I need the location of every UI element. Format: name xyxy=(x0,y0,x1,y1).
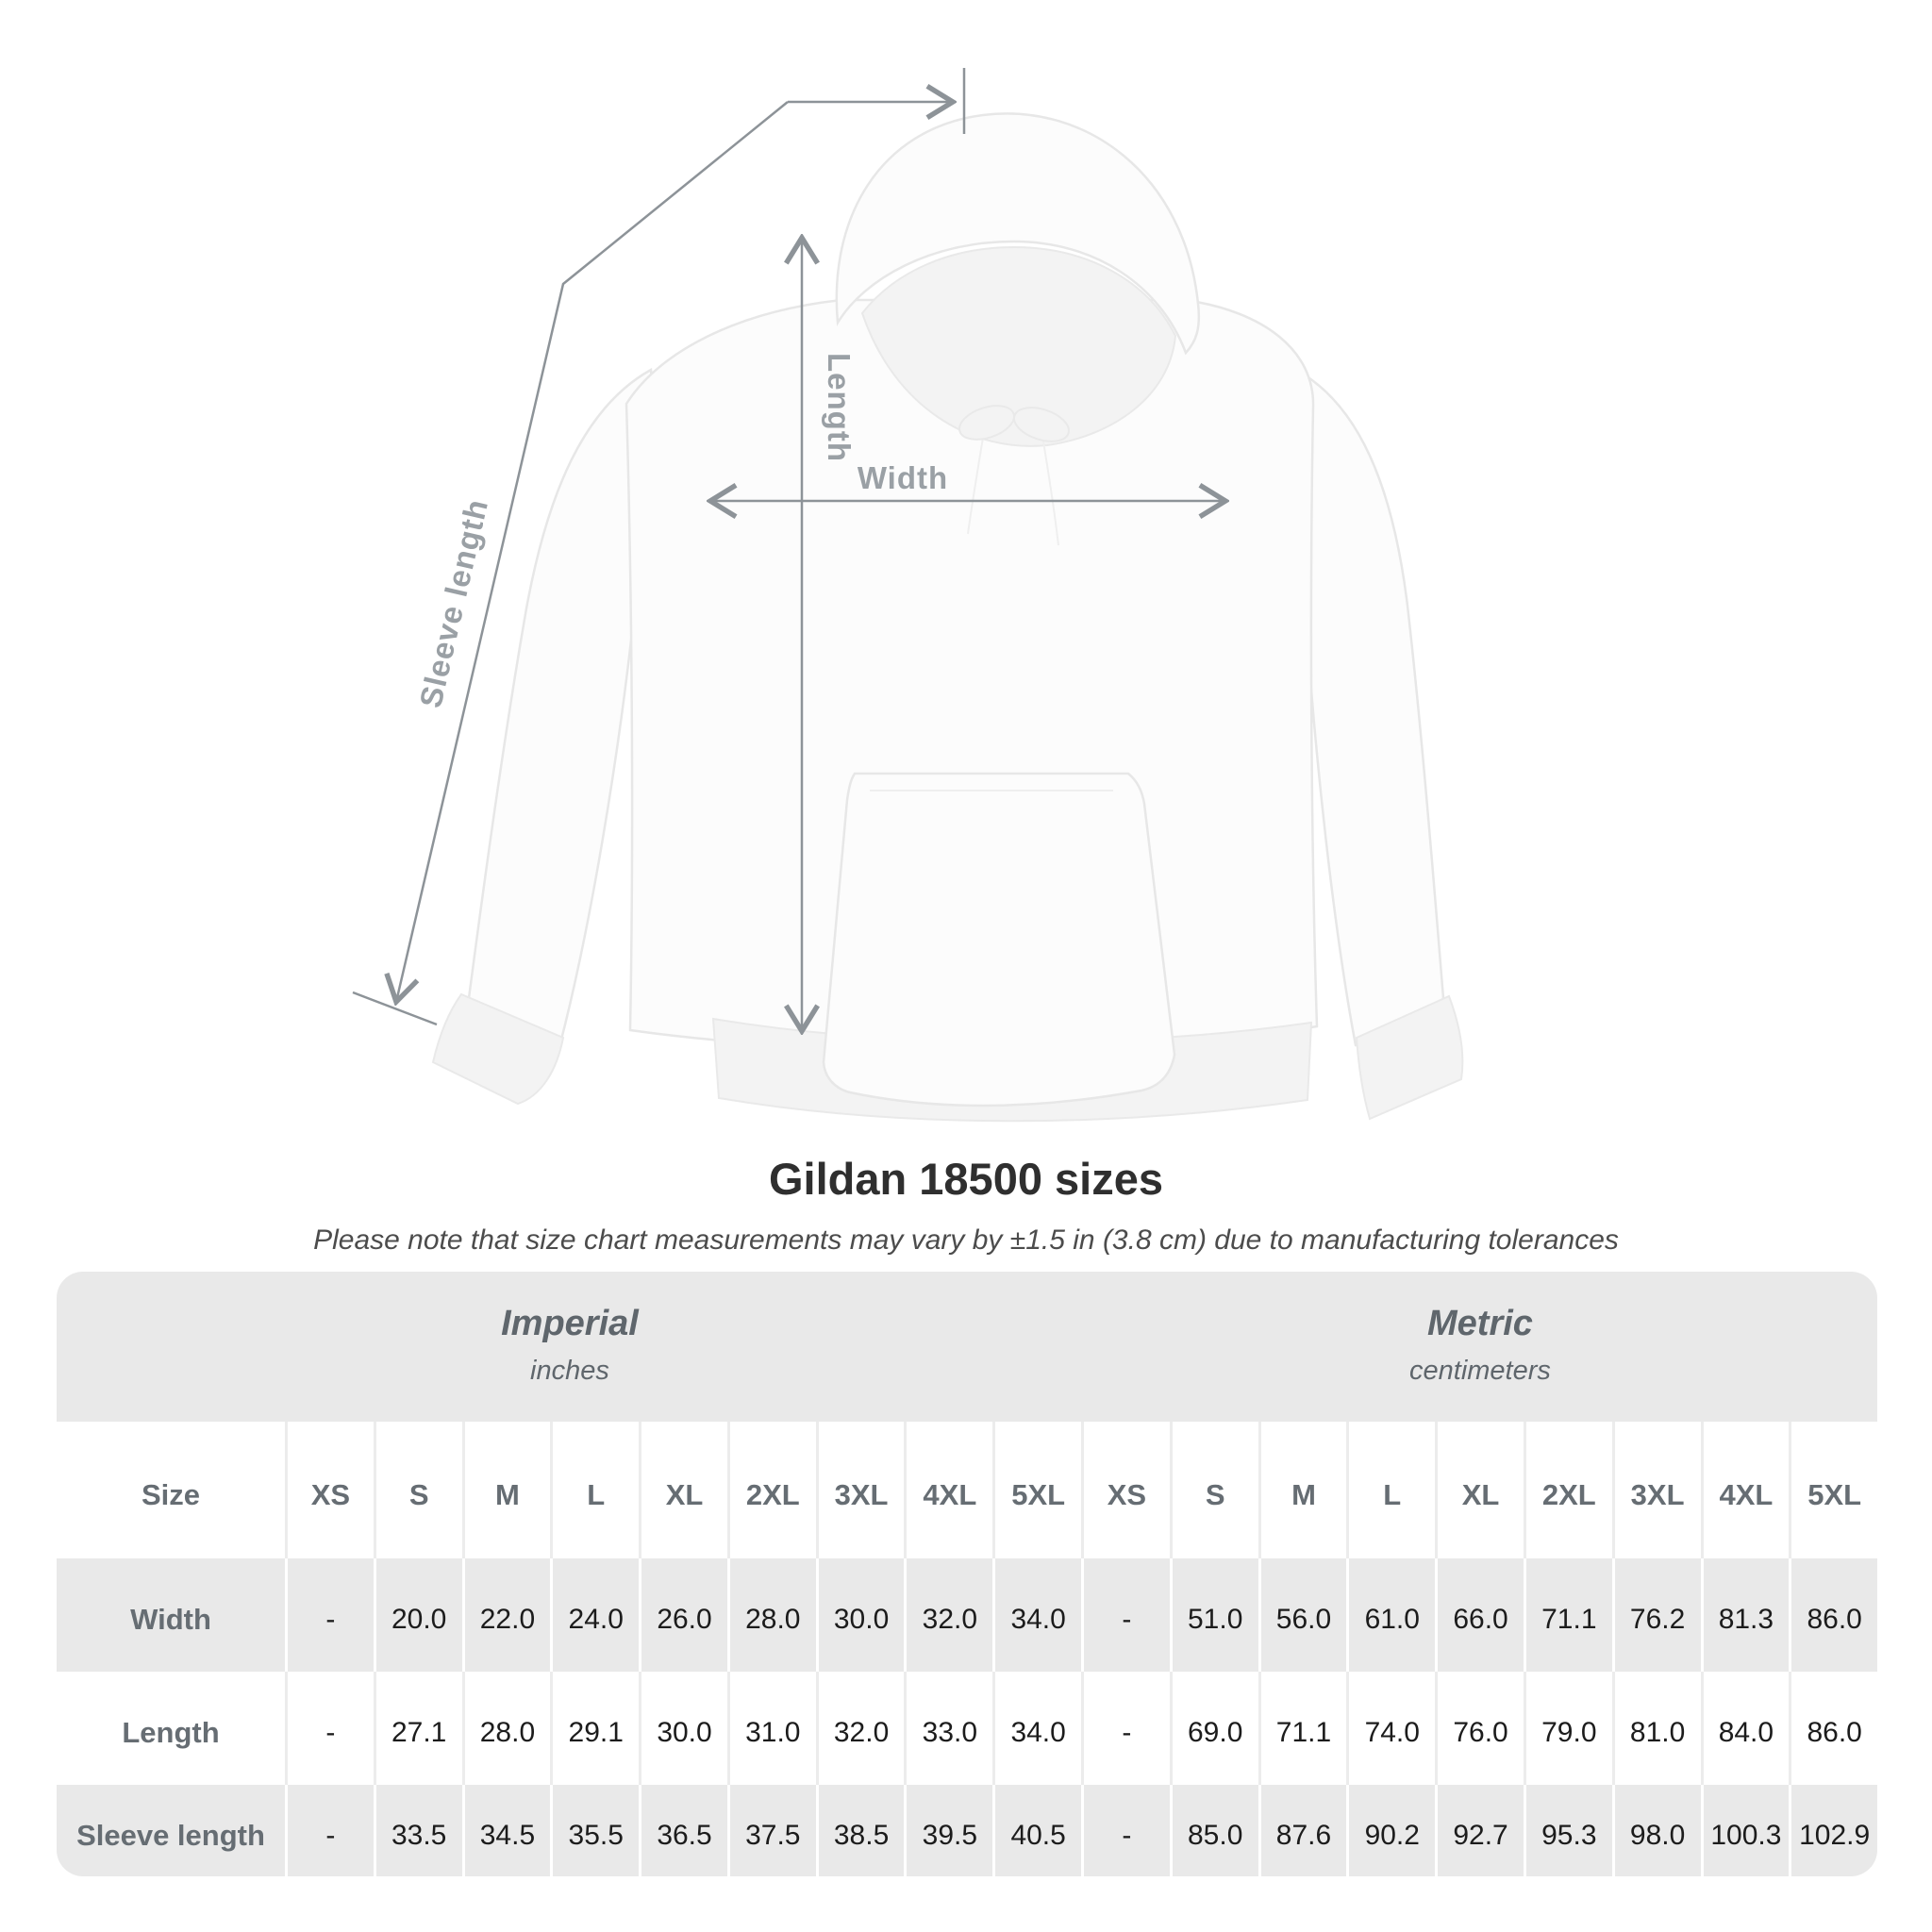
value-cell: - xyxy=(285,1785,374,1876)
size-header-cell-metric-3xl: 3XL xyxy=(1612,1422,1701,1558)
sleeve-length-label: Sleeve length xyxy=(412,495,495,711)
value-cell: 90.2 xyxy=(1346,1785,1435,1876)
value-cell: 84.0 xyxy=(1701,1672,1790,1785)
tolerance-note: Please note that size chart measurements may vary by ±1.5 in (3.8 cm) due to manufacturing tolerances xyxy=(313,1224,1619,1256)
value-cell: 102.9 xyxy=(1789,1785,1877,1876)
value-cell: 28.0 xyxy=(727,1558,816,1672)
value-cell: 61.0 xyxy=(1346,1558,1435,1672)
value-cell: 26.0 xyxy=(639,1558,727,1672)
row-label: Width xyxy=(130,1603,211,1636)
page-title: Gildan 18500 sizes xyxy=(768,1154,1164,1204)
value-cell: 81.0 xyxy=(1612,1672,1701,1785)
size-header-cell-metric-5xl: 5XL xyxy=(1789,1422,1877,1558)
metric-group-title: Metric xyxy=(1427,1304,1533,1343)
value-cell: 51.0 xyxy=(1170,1558,1258,1672)
value-cell: 86.0 xyxy=(1789,1558,1877,1672)
value-cell: 36.5 xyxy=(639,1785,727,1876)
size-header-cell-imperial-3xl: 3XL xyxy=(816,1422,905,1558)
value-cell: 22.0 xyxy=(462,1558,551,1672)
row-label: Sleeve length xyxy=(76,1818,265,1852)
value-cell: 34.0 xyxy=(992,1672,1081,1785)
value-cell: 92.7 xyxy=(1435,1785,1524,1876)
value-cell: 34.5 xyxy=(462,1785,551,1876)
value-cell: 34.0 xyxy=(992,1558,1081,1672)
value-cell: 38.5 xyxy=(816,1785,905,1876)
value-cell: 33.5 xyxy=(374,1785,462,1876)
width-label: Width xyxy=(857,460,949,495)
size-header-cell-metric-s: S xyxy=(1170,1422,1258,1558)
size-header-row xyxy=(57,1422,1877,1558)
value-cell: 20.0 xyxy=(374,1558,462,1672)
imperial-group-title: Imperial xyxy=(501,1304,639,1343)
row-label: Length xyxy=(122,1716,220,1749)
length-label: Length xyxy=(822,353,857,462)
value-cell: 71.1 xyxy=(1258,1672,1347,1785)
value-cell: 40.5 xyxy=(992,1785,1081,1876)
size-header-cell-metric-m: M xyxy=(1258,1422,1347,1558)
size-header-cell-imperial-xl: XL xyxy=(639,1422,727,1558)
metric-group-header xyxy=(1083,1272,1877,1422)
value-cell: - xyxy=(285,1672,374,1785)
value-cell: 87.6 xyxy=(1258,1785,1347,1876)
imperial-group-header xyxy=(57,1272,1083,1422)
size-header-cell-metric-4xl: 4XL xyxy=(1701,1422,1790,1558)
value-cell: 35.5 xyxy=(550,1785,639,1876)
sleeve-bottom-tick xyxy=(353,992,437,1024)
value-cell: 74.0 xyxy=(1346,1672,1435,1785)
value-cell: 69.0 xyxy=(1170,1672,1258,1785)
table-row xyxy=(57,1785,1877,1876)
value-cell: - xyxy=(1081,1558,1170,1672)
value-cell: 81.3 xyxy=(1701,1558,1790,1672)
metric-group-unit: centimeters xyxy=(1409,1356,1551,1386)
value-cell: 30.0 xyxy=(639,1672,727,1785)
value-cell: 29.1 xyxy=(550,1672,639,1785)
size-header-cell-metric-l: L xyxy=(1346,1422,1435,1558)
value-cell: 66.0 xyxy=(1435,1558,1524,1672)
value-cell: 85.0 xyxy=(1170,1785,1258,1876)
size-header-cell-imperial-4xl: 4XL xyxy=(904,1422,992,1558)
size-header-cell-imperial-2xl: 2XL xyxy=(727,1422,816,1558)
value-cell: 86.0 xyxy=(1789,1672,1877,1785)
value-cell: 31.0 xyxy=(727,1672,816,1785)
size-table xyxy=(57,1272,1877,1876)
value-cell: 100.3 xyxy=(1701,1785,1790,1876)
imperial-group-unit: inches xyxy=(530,1356,609,1386)
value-cell: 33.0 xyxy=(904,1672,992,1785)
table-body xyxy=(57,1558,1877,1876)
value-cell: 24.0 xyxy=(550,1558,639,1672)
value-cell: 39.5 xyxy=(904,1785,992,1876)
value-cell: 28.0 xyxy=(462,1672,551,1785)
value-cell: 32.0 xyxy=(904,1558,992,1672)
value-cell: 27.1 xyxy=(374,1672,462,1785)
value-cell: 30.0 xyxy=(816,1558,905,1672)
value-cell: - xyxy=(1081,1785,1170,1876)
size-header-cell-metric-xs: XS xyxy=(1081,1422,1170,1558)
value-cell: 76.0 xyxy=(1435,1672,1524,1785)
value-cell: - xyxy=(1081,1672,1170,1785)
value-cell: 71.1 xyxy=(1524,1558,1612,1672)
table-row xyxy=(57,1672,1877,1785)
corner-header-cell: Size xyxy=(141,1477,201,1511)
value-cell: 95.3 xyxy=(1524,1785,1612,1876)
size-header-cell-imperial-s: S xyxy=(374,1422,462,1558)
size-header-cell-metric-2xl: 2XL xyxy=(1524,1422,1612,1558)
value-cell: 37.5 xyxy=(727,1785,816,1876)
value-cell: 76.2 xyxy=(1612,1558,1701,1672)
size-header-cell-imperial-5xl: 5XL xyxy=(992,1422,1081,1558)
value-cell: 79.0 xyxy=(1524,1672,1612,1785)
size-header-cell-imperial-m: M xyxy=(462,1422,551,1558)
size-header-cell-imperial-xs: XS xyxy=(285,1422,374,1558)
size-header-cell-metric-xl: XL xyxy=(1435,1422,1524,1558)
value-cell: - xyxy=(285,1558,374,1672)
value-cell: 32.0 xyxy=(816,1672,905,1785)
value-cell: 98.0 xyxy=(1612,1785,1701,1876)
value-cell: 56.0 xyxy=(1258,1558,1347,1672)
unit-group-header xyxy=(57,1272,1877,1422)
size-header-cell-imperial-l: L xyxy=(550,1422,639,1558)
table-row xyxy=(57,1558,1877,1672)
